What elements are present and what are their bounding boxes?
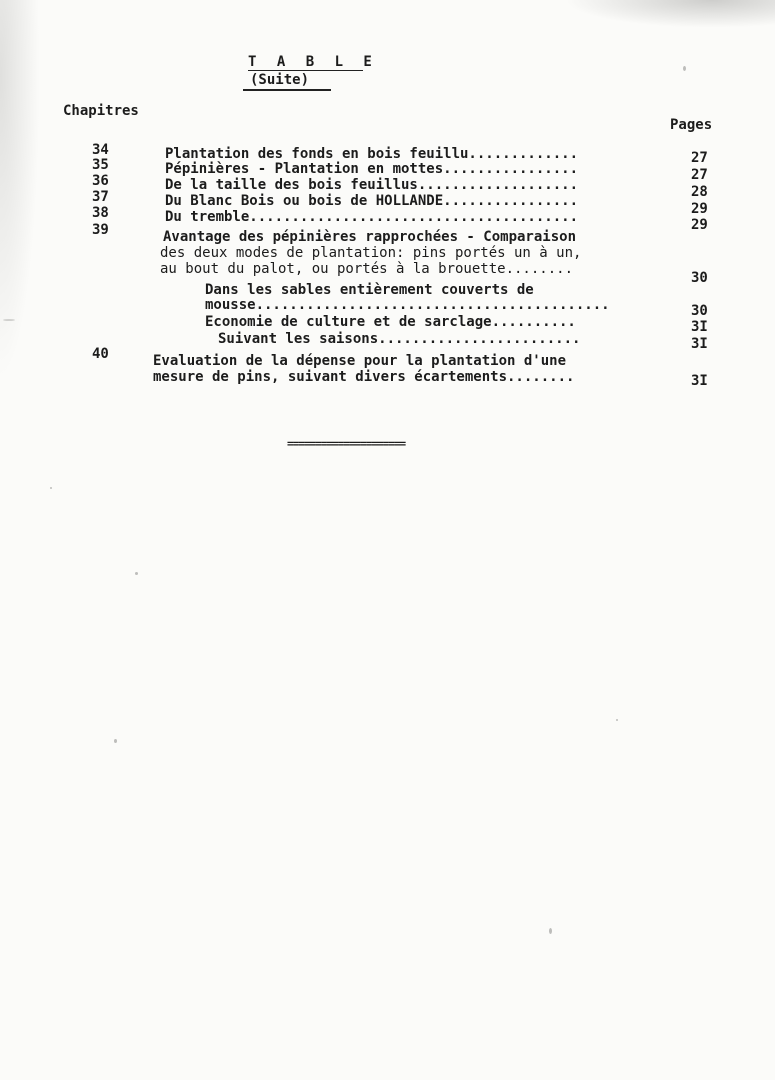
page-number: 3I: [691, 319, 708, 335]
chapters-column-header: Chapitres: [63, 103, 139, 119]
page-number: 29: [691, 217, 708, 233]
scan-smudge: [0, 0, 40, 380]
scan-speck: [114, 739, 117, 743]
chapter-title: De la taille des bois feuillus...................: [165, 177, 579, 193]
title-underline: [248, 70, 363, 71]
scan-speck: [50, 487, 52, 489]
pages-column-header: Pages: [670, 117, 713, 133]
scan-speck: [3, 319, 15, 321]
chapter-number: 35: [92, 157, 109, 173]
subsection-title: Suivant les saisons........................: [218, 331, 581, 347]
chapter-title: Avantage des pépinières rapprochées - Comparaison: [163, 229, 577, 245]
page-subtitle: (Suite): [250, 72, 310, 88]
chapter-number: 37: [92, 189, 109, 205]
scan-speck: [683, 66, 686, 71]
chapter-title-continued: au bout du palot, ou portés à la brouette........: [160, 261, 574, 277]
page-number: 30: [691, 303, 708, 319]
chapter-title: Pépinières - Plantation en mottes................: [165, 161, 579, 177]
chapter-title: Evaluation de la dépense pour la plantation d'une: [153, 353, 567, 369]
chapter-number: 34: [92, 142, 109, 158]
page-number: 3I: [691, 373, 708, 389]
page-number: 3I: [691, 336, 708, 352]
chapter-number: 40: [92, 346, 109, 362]
subsection-title-continued: mousse..........................................: [205, 297, 610, 313]
page-number: 30: [691, 270, 708, 286]
page-number: 27: [691, 150, 708, 166]
chapter-title: Plantation des fonds en bois feuillu.............: [165, 146, 579, 162]
page-title: T A B L E: [248, 54, 378, 70]
chapter-title: Du tremble.......................................: [165, 209, 579, 225]
scan-smudge: [565, 0, 775, 28]
subtitle-underline: [243, 89, 331, 91]
section-divider: =====================: [287, 437, 406, 450]
subsection-title: Economie de culture et de sarclage..........: [205, 314, 576, 330]
chapter-title: Du Blanc Bois ou bois de HOLLANDE................: [165, 193, 579, 209]
chapter-number: 36: [92, 173, 109, 189]
page-number: 28: [691, 184, 708, 200]
page-number: 27: [691, 167, 708, 183]
scan-speck: [549, 928, 552, 934]
chapter-number: 39: [92, 222, 109, 238]
chapter-number: 38: [92, 205, 109, 221]
chapter-title-continued: des deux modes de plantation: pins portés un à un,: [160, 245, 582, 261]
scan-speck: [135, 572, 138, 575]
chapter-title-continued: mesure de pins, suivant divers écartements........: [153, 369, 575, 385]
scan-speck: [616, 719, 618, 721]
subsection-title: Dans les sables entièrement couverts de: [205, 282, 534, 298]
page-number: 29: [691, 201, 708, 217]
